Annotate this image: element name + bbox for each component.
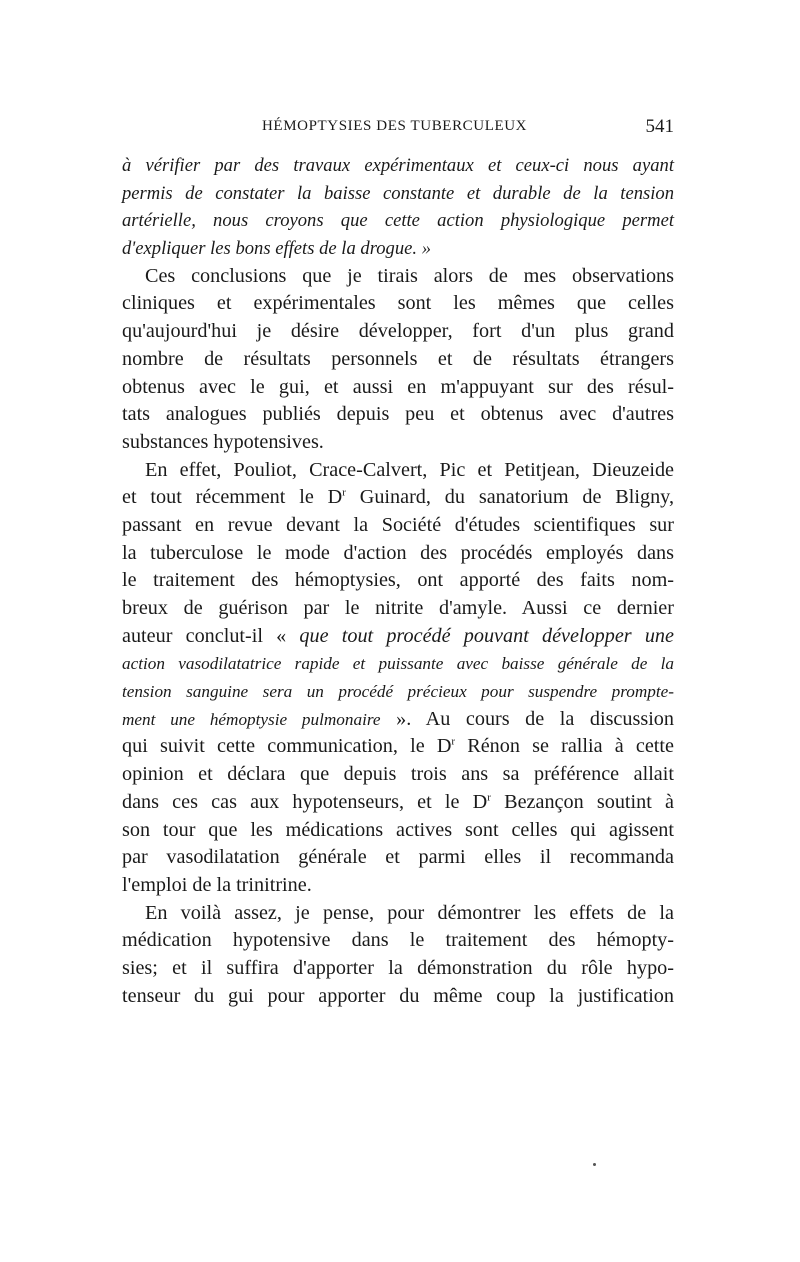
text-line: qu'aujourd'hui je désire développer, fort d'un plus grand xyxy=(122,320,674,343)
page-header xyxy=(122,118,674,142)
text-line: action vasodilatatrice rapide et puissante avec baisse générale de la xyxy=(122,654,674,674)
text-fragment: et tout récemment le D xyxy=(122,486,343,509)
text-line: cliniques et expérimentales sont les mêmes que celles xyxy=(122,292,674,315)
running-head: HÉMOPTYSIES DES TUBERCULEUX xyxy=(262,118,528,134)
text-line xyxy=(122,484,674,512)
text-line: sies; et il suffira d'apporter la démonstration du rôle hypo- xyxy=(122,956,674,979)
print-speck xyxy=(593,1163,596,1166)
text-fragment: auteur conclut-il « xyxy=(122,624,300,647)
text-fragment: Rénon se rallia à cette xyxy=(455,735,674,758)
text-line: l'emploi de la trinitrine. xyxy=(122,873,312,896)
text-fragment: dans ces cas aux hypotenseurs, et le D xyxy=(122,790,488,813)
quote-italic: ment une hémoptysie pulmonaire xyxy=(122,709,381,729)
text-line: nombre de résultats personnels et de résultats étrangers xyxy=(122,347,674,370)
text-fragment: qui suivit cette communication, le D xyxy=(122,735,452,758)
text-line: opinion et déclara que depuis trois ans sa préférence allait xyxy=(122,763,674,786)
text-line xyxy=(122,706,674,734)
text-line xyxy=(122,789,674,817)
text-line: à vérifier par des travaux expérimentaux et ceux-ci nous ayant xyxy=(122,155,674,176)
text-line: substances hypotensives. xyxy=(122,430,324,453)
text-line: En effet, Pouliot, Crace-Calvert, Pic et Petitjean, Dieuzeide xyxy=(145,458,674,481)
text-line: médication hypotensive dans le traitement des hémopty- xyxy=(122,929,674,952)
text-line: d'expliquer les bons effets de la drogue. » xyxy=(122,238,431,260)
quote-italic: que tout procédé pouvant développer une xyxy=(299,624,674,647)
superscript: r xyxy=(487,791,491,804)
body-text xyxy=(122,152,674,1010)
text-line: tenseur du gui pour apporter du même coup la justification xyxy=(122,984,674,1007)
superscript: r xyxy=(342,486,346,499)
text-fragment: ». Au cours de la discussion xyxy=(380,707,674,730)
text-fragment: Bezançon soutint à xyxy=(490,790,674,813)
text-line: le traitement des hémoptysies, ont apporté des faits nom- xyxy=(122,569,674,592)
text-line: tension sanguine sera un procédé précieux pour suspendre prompte- xyxy=(122,682,674,702)
superscript: r xyxy=(451,735,456,748)
text-line: passant en revue devant la Société d'études scientifiques sur xyxy=(122,513,674,536)
text-line: obtenus avec le gui, et aussi en m'appuyant sur des résul- xyxy=(122,375,674,398)
text-line: son tour que les médications actives sont celles qui agissent xyxy=(122,818,674,841)
text-fragment: Guinard, du sanatorium de Bligny, xyxy=(345,486,675,509)
text-line: Ces conclusions que je tirais alors de mes observations xyxy=(145,264,674,287)
text-line xyxy=(122,623,674,651)
text-line: la tuberculose le mode d'action des procédés employés dans xyxy=(122,541,674,564)
text-line xyxy=(122,733,674,761)
text-line: En voilà assez, je pense, pour démontrer les effets de la xyxy=(145,901,674,924)
text-line: par vasodilatation générale et parmi elles il recommanda xyxy=(122,846,674,869)
text-line: artérielle, nous croyons que cette action physiologique permet xyxy=(122,210,674,232)
text-line: tats analogues publiés depuis peu et obtenus avec d'autres xyxy=(122,403,674,426)
text-line: permis de constater la baisse constante et durable de la tension xyxy=(122,182,674,204)
text-line: breux de guérison par le nitrite d'amyle. Aussi ce dernier xyxy=(122,597,674,619)
page-number: 541 xyxy=(645,116,674,137)
